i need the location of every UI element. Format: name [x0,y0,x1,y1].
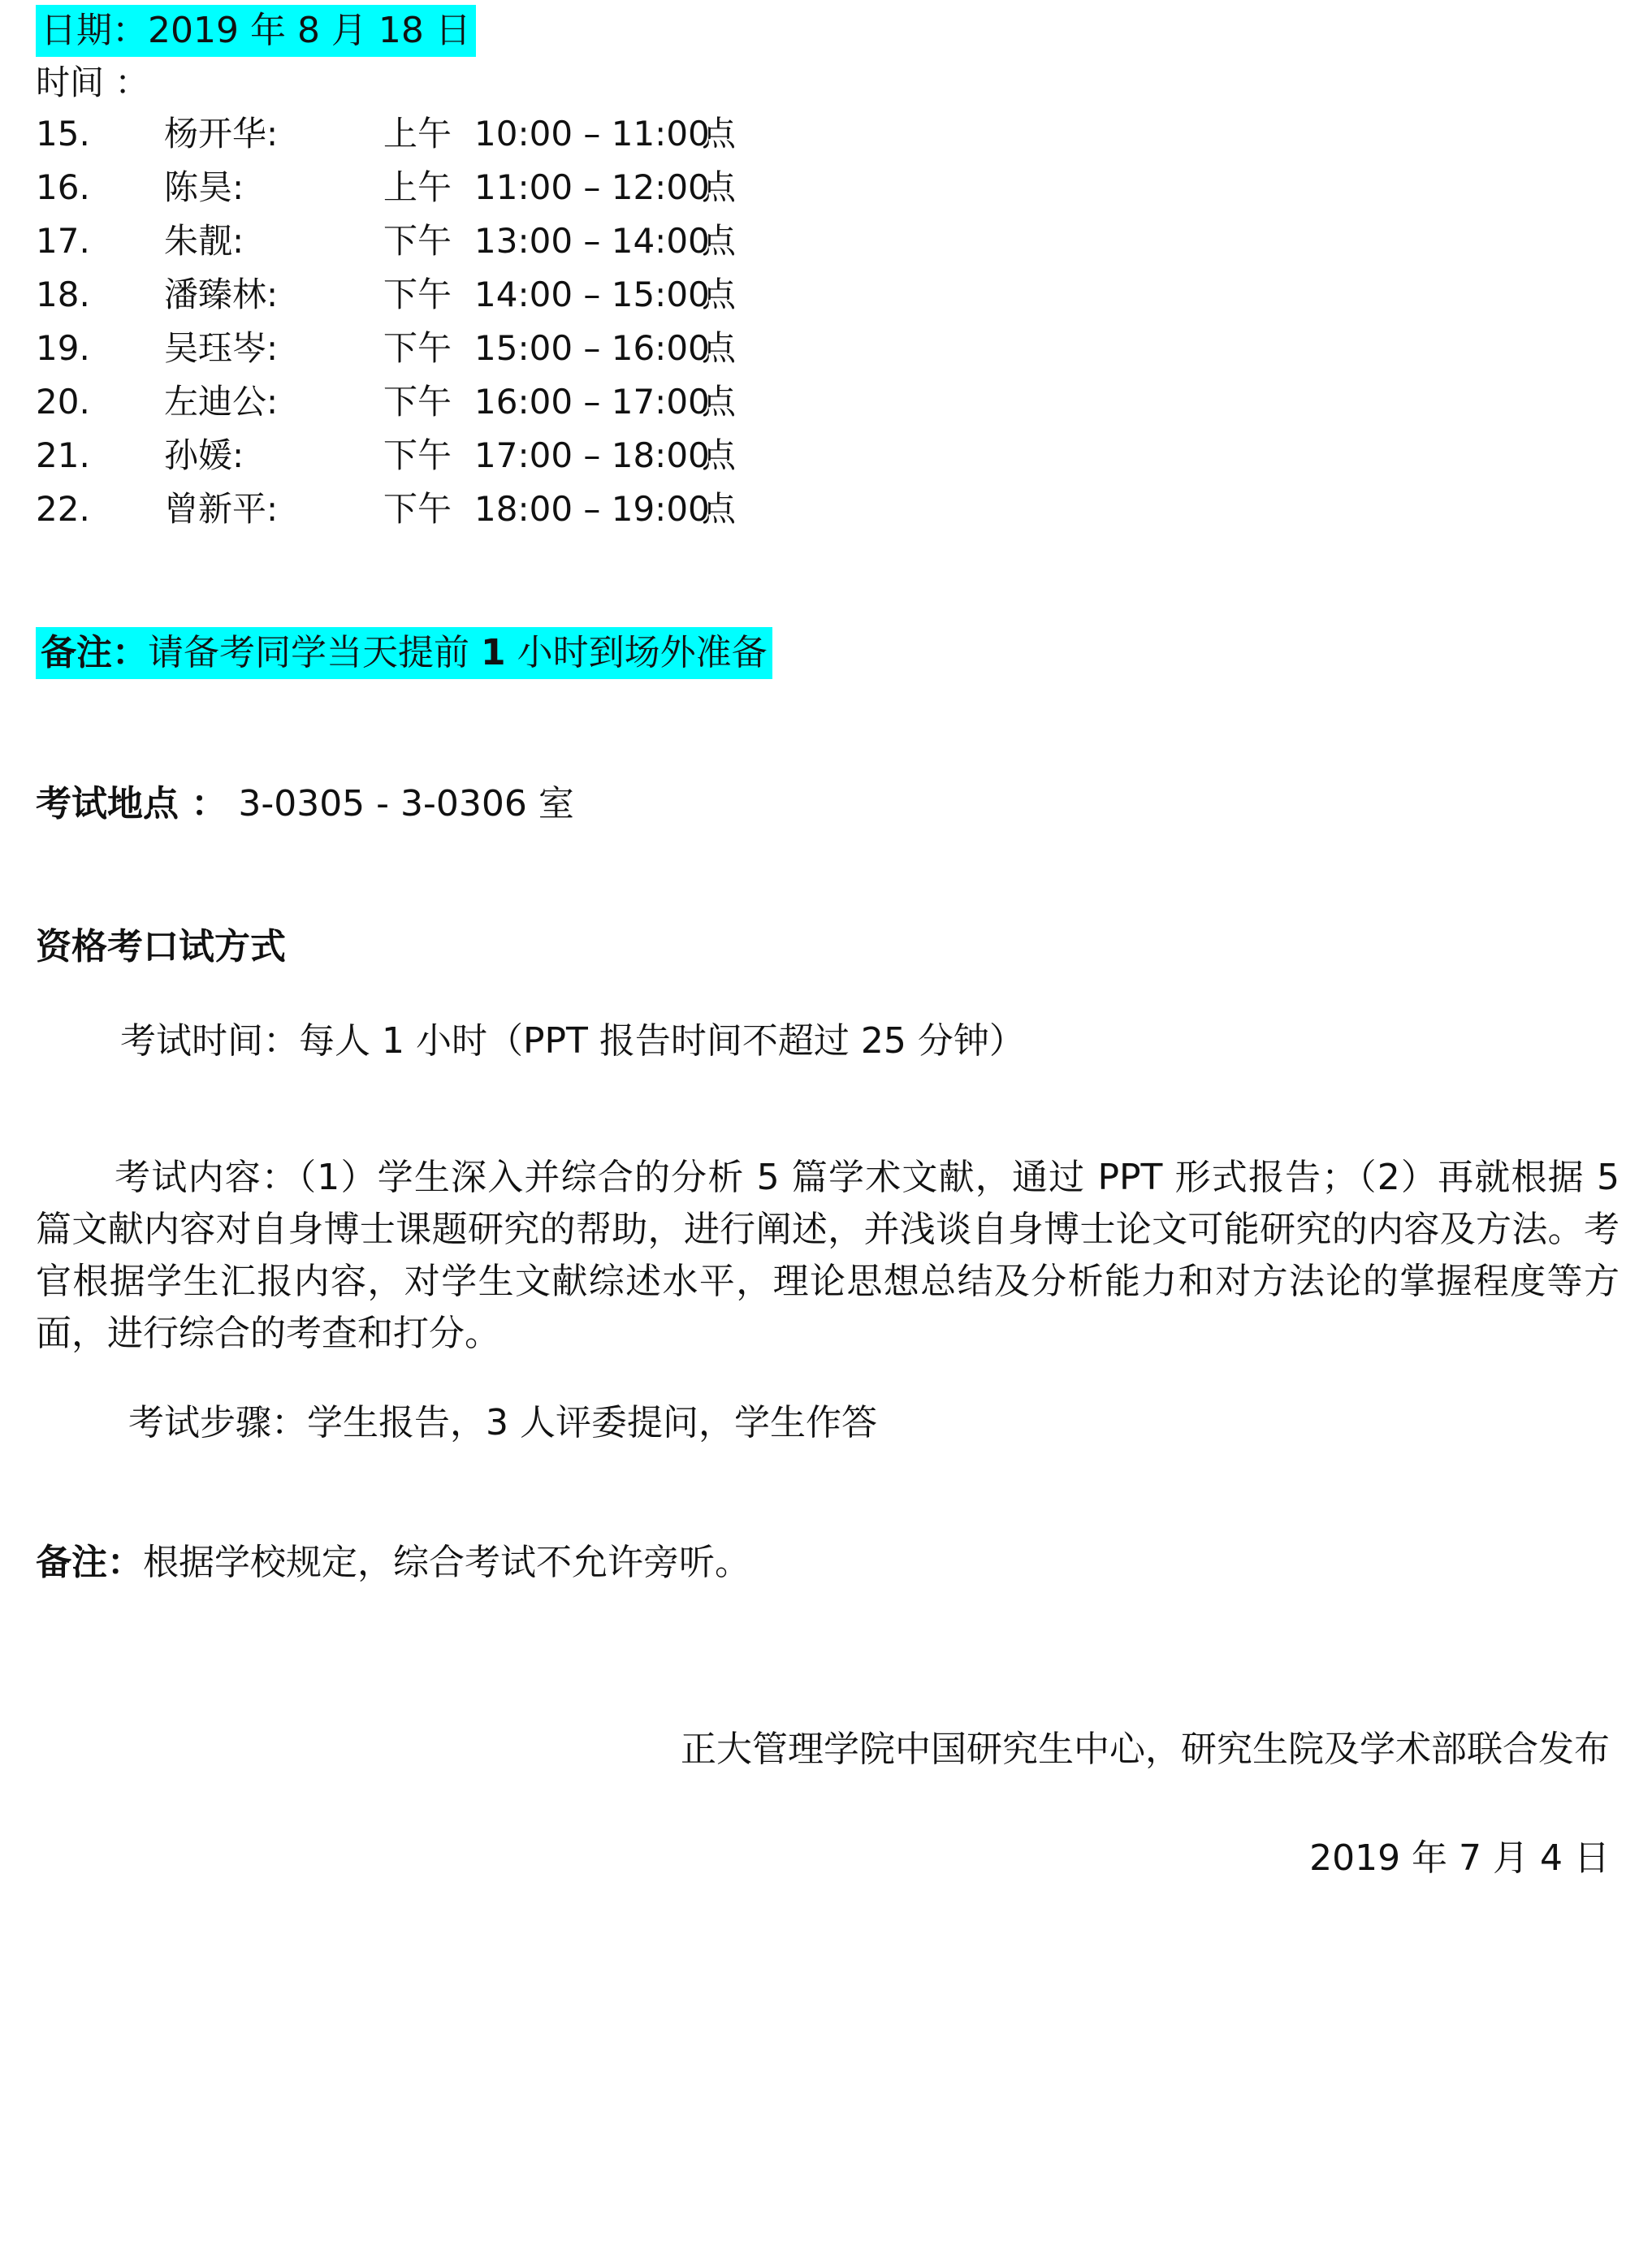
time-range: 10:00 – 11:00 [474,114,710,154]
exam-duration: 考试时间：每人 1 小时（PPT 报告时间不超过 25 分钟） [120,1020,1025,1062]
audit-note-label: 备注： [36,1542,143,1583]
schedule-row [36,161,767,214]
row-number: 19. [36,328,90,368]
date-highlight: 日期：2019 年 8 月 18 日 [36,5,476,57]
issuer-line: 正大管理学院中国研究生中心，研究生院及学术部联合发布 [681,1729,1610,1770]
candidate-name: 杨开华: [164,114,279,154]
row-number: 21. [36,435,90,475]
time-range: 13:00 – 14:00 [474,221,710,261]
period-label: 下午 [383,328,452,368]
schedule-row [36,483,767,536]
candidate-name: 吴珏岑: [164,328,279,368]
issue-date: 2019 年 7 月 4 日 [1309,1837,1610,1879]
schedule-row [36,268,767,322]
time-range: 17:00 – 18:00 [474,435,710,475]
period-label: 下午 [383,382,452,422]
time-label: 时间 ： [36,63,149,102]
note-hours: 1 [481,632,506,673]
period-label: 下午 [383,275,452,314]
note-text-after: 小时到场外准备 [505,632,768,673]
method-title: 资格考口试方式 [36,926,286,967]
note-label: 备注： [41,632,148,673]
location-label: 考试地点 ： [36,783,227,824]
row-number: 20. [36,382,90,422]
audit-note [36,1537,750,1589]
row-number: 22. [36,489,90,529]
candidate-name: 陈昊: [164,167,244,207]
time-range: 11:00 – 12:00 [474,167,710,207]
time-range: 15:00 – 16:00 [474,328,710,368]
exam-steps: 考试步骤：学生报告，3 人评委提问，学生作答 [128,1402,877,1443]
candidate-name: 朱靓: [164,221,244,261]
candidate-name: 孙媛: [164,435,244,475]
date-heading [36,5,476,57]
candidate-name: 左迪公: [164,382,279,422]
schedule-row [36,429,767,483]
period-label: 上午 [383,114,452,154]
arrival-note-highlight [36,627,772,679]
row-number: 17. [36,221,90,261]
time-unit: 点 [702,435,737,475]
schedule-row [36,214,767,268]
time-unit: 点 [702,221,737,261]
time-unit: 点 [702,489,737,529]
time-range: 16:00 – 17:00 [474,382,710,422]
time-unit: 点 [702,167,737,207]
period-label: 下午 [383,221,452,261]
period-label: 上午 [383,167,452,207]
row-number: 16. [36,167,90,207]
period-label: 下午 [383,489,452,529]
exam-location [36,778,574,830]
schedule-row [36,107,767,161]
candidate-name: 潘臻林: [164,275,279,314]
schedule-row [36,375,767,429]
time-unit: 点 [702,114,737,154]
period-label: 下午 [383,435,452,475]
location-value: 3-0305 - 3-0306 室 [238,783,574,824]
time-unit: 点 [702,382,737,422]
row-number: 18. [36,275,90,314]
row-number: 15. [36,114,90,154]
arrival-note [36,627,772,679]
time-range: 14:00 – 15:00 [474,275,710,314]
time-unit: 点 [702,275,737,314]
time-range: 18:00 – 19:00 [474,489,710,529]
candidate-name: 曾新平: [164,489,279,529]
exam-content-paragraph [36,1152,1620,1360]
time-unit: 点 [702,328,737,368]
exam-content-text: 考试内容：（1）学生深入并综合的分析 5 篇学术文献，通过 PPT 形式报告；（2）再就根据 5 篇文献内容对自身博士课题研究的帮助，进行阐述，并浅谈自身博士论文可能研究的内容及方法。考官根据学生汇报内容，对学生文献综述水平，理论思想总结及分析能力和对方法论的掌握程度等方面，进行综合的考查和打分。 [36,1157,1620,1354]
note-text-before: 请备考同学当天提前 [148,632,481,673]
schedule-row [36,322,767,375]
audit-note-text: 根据学校规定，综合考试不允许旁听。 [143,1542,750,1583]
